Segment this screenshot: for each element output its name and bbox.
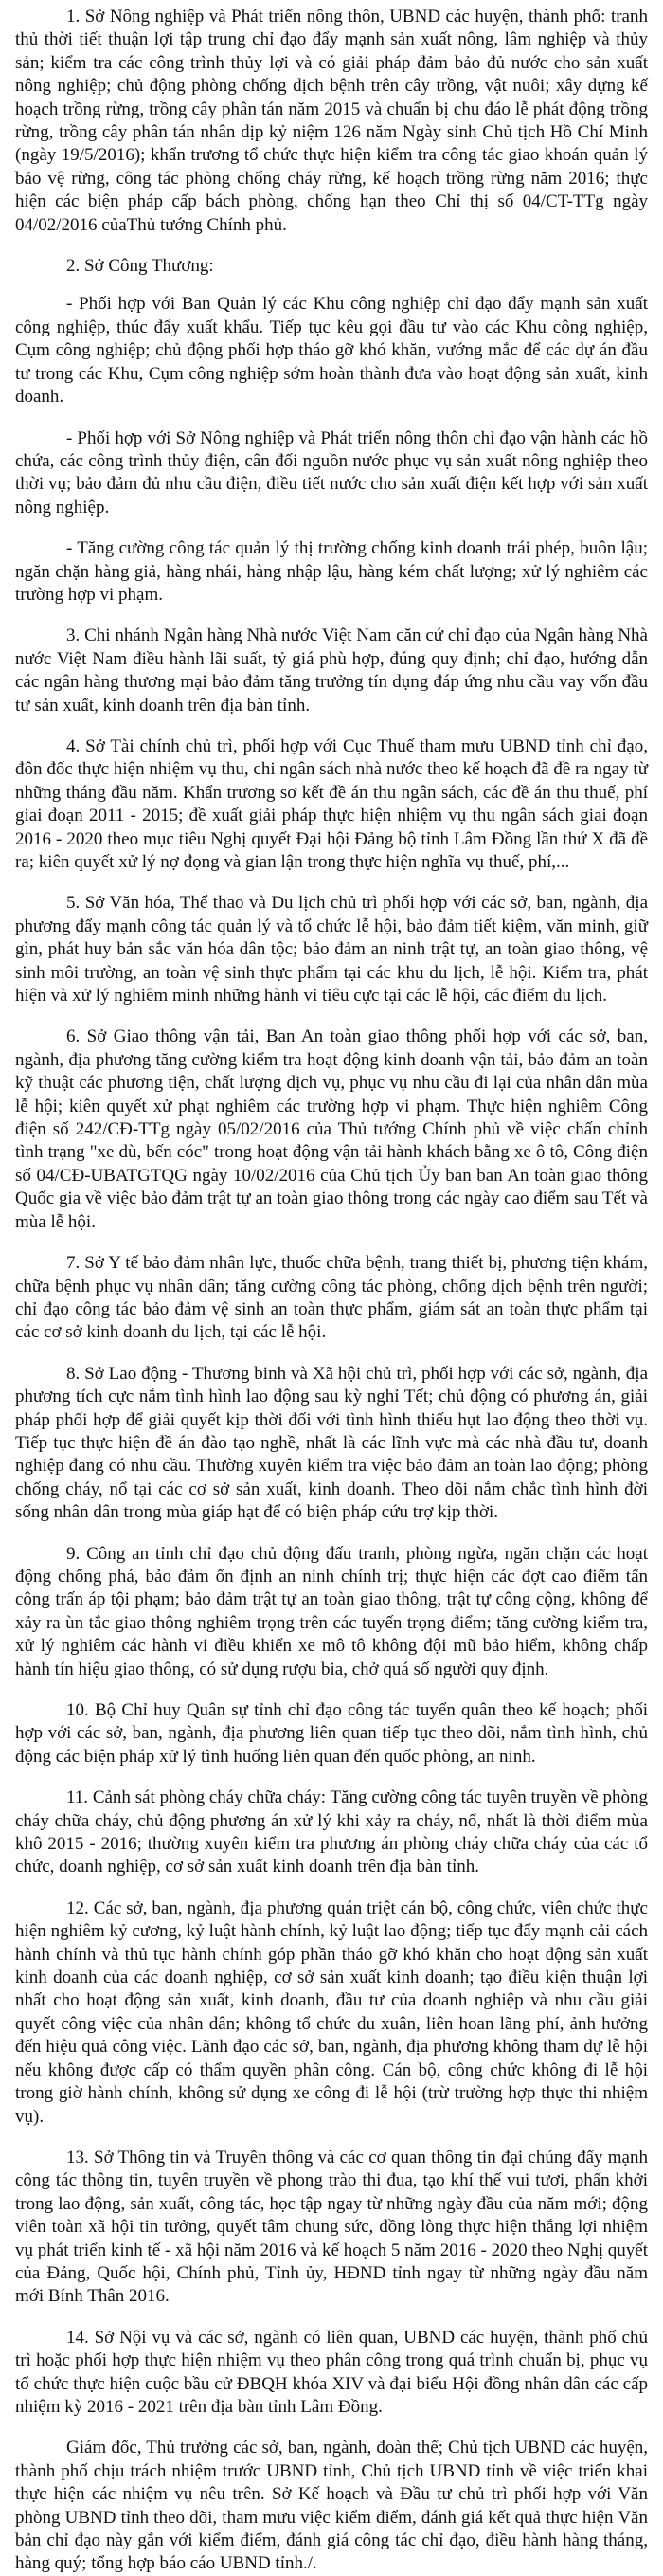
paragraph-2c-market-control: - Tăng cường công tác quản lý thị trường chống kinh doanh trái phép, buôn lậu; ngăn chặn hàng giả, hàng nhái, hàng nhập lậu, hàng kém chất lượng; xử lý nghiêm các trường hợp vi phạm. xyxy=(15,538,648,605)
paragraph-1-agriculture: 1. Sở Nông nghiệp và Phát triển nông thôn, UBND các huyện, thành phố: tranh thủ thời tiết thuận lợi tập trung chỉ đạo đẩy mạnh sản xuất nông, lâm nghiệp và thủy sản; kiểm tra các công trình thủy lợi và có giải pháp đảm bảo đủ nước cho sản xuất nông nghiệp; chủ động phòng chống dịch bệnh trên cây trồng, vật nuôi; xây dựng kế hoạch trồng rừng, trồng cây phân tán năm 2015 và chuẩn bị chu đáo lễ phát động trồng rừng, trồng cây phân tán nhân dịp kỷ niệm 126 năm Ngày sinh Chủ tịch Hồ Chí Minh (ngày 19/5/2016); khẩn trương tổ chức thực hiện kiểm tra công tác giao khoán quản lý bảo vệ rừng, công tác phòng chống cháy rừng, kế hoạch trồng rừng năm 2016; thực hiện các biện pháp cấp bách phòng, chống hạn theo Chỉ thị số 04/CT-TTg ngày 04/02/2016 củaThủ tướng Chính phủ. xyxy=(15,7,648,235)
paragraph-4-finance: 4. Sở Tài chính chủ trì, phối hợp với Cục Thuế tham mưu UBND tỉnh chỉ đạo, đôn đốc thực hiện nhiệm vụ thu, chi ngân sách nhà nước theo kế hoạch đã đề ra ngay từ những tháng đầu năm. Khẩn trương sơ kết đề án thu ngân sách, các đề án thu thuế, phí giai đoạn 2011 - 2015; đề xuất giải pháp thực hiện nhiệm vụ thu ngân sách giai đoạn 2016 - 2020 theo mục tiêu Nghị quyết Đại hội Đảng bộ tỉnh Lâm Đồng lần thứ X đã đề ra; kiên quyết xử lý nợ đọng và gian lận trong thực hiện nghĩa vụ thuế, phí,... xyxy=(15,735,648,872)
paragraph-3-state-bank: 3. Chi nhánh Ngân hàng Nhà nước Việt Nam căn cứ chỉ đạo của Ngân hàng Nhà nước Việt Nam điều hành lãi suất, tỷ giá phù hợp, đúng quy định; chỉ đạo, hướng dẫn các ngân hàng thương mại bảo đảm tăng trưởng tín dụng đáp ứng nhu cầu vay vốn đầu tư sản xuất, kinh doanh trên địa bàn tỉnh. xyxy=(15,626,648,716)
paragraph-9-police: 9. Công an tỉnh chỉ đạo chủ động đấu tranh, phòng ngừa, ngăn chặn các hoạt động chống phá, bảo đảm ổn định an ninh chính trị; thực hiện các đợt cao điểm tấn công trấn áp tội phạm; bảo đảm trật tự an toàn giao thông, trật tự công cộng, không để xảy ra ùn tắc giao thông nghiêm trọng trên các tuyến trọng điểm; tăng cường kiểm tra, xử lý nghiêm các hành vi điều khiển xe mô tô không đội mũ bảo hiểm, không chấp hành tín hiệu giao thông, có sử dụng rượu bia, chở quá số người quy định. xyxy=(15,1543,648,1679)
paragraph-7-health: 7. Sở Y tế bảo đảm nhân lực, thuốc chữa bệnh, trang thiết bị, phương tiện khám, chữa bệnh phục vụ nhân dân; tăng cường công tác phòng, chống dịch bệnh trên người; chỉ đạo công tác bảo đảm vệ sinh an toàn thực phẩm, giám sát an toàn thực phẩm tại các cơ sở kinh doanh du lịch, tại các lễ hội. xyxy=(15,1253,648,1343)
paragraph-13-information: 13. Sở Thông tin và Truyền thông và các cơ quan thông tin đại chúng đẩy mạnh công tác thông tin, tuyên truyền về phong trào thi đua, tạo khí thế vui tươi, phấn khởi trong lao động, sản xuất, công tác, học tập ngay từ những ngày đầu của năm mới; động viên toàn xã hội tin tưởng, quyết tâm chung sức, đồng lòng thực hiện thắng lợi nhiệm vụ phát triển kinh tế - xã hội năm 2016 và kế hoạch 5 năm 2016 - 2020 theo Nghị quyết của Đảng, Quốc hội, Chính phủ, Tỉnh ủy, HĐND tỉnh ngay từ những ngày đầu năm mới Bính Thân 2016. xyxy=(15,2147,648,2307)
paragraph-2-industry-trade-heading: 2. Sở Công Thương: xyxy=(66,256,214,277)
paragraph-11-fire-police: 11. Cảnh sát phòng cháy chữa cháy: Tăng cường công tác tuyên truyền về phòng cháy chữa cháy, chủ động phương án xử lý khi xảy ra cháy, nổ, nhất là thời điểm mùa khô 2015 - 2016; thường xuyên kiểm tra phương án phòng cháy chữa cháy của các tổ chức, doanh nghiệp, cơ sở sản xuất kinh doanh trên địa bàn tỉnh. xyxy=(15,1787,648,1878)
paragraph-2a-industrial-zones: - Phối hợp với Ban Quản lý các Khu công nghiệp chỉ đạo đẩy mạnh sản xuất công nghiệp, thúc đẩy xuất khẩu. Tiếp tục kêu gọi đầu tư vào các Khu công nghiệp, Cụm công nghiệp; chủ động phối hợp tháo gỡ khó khăn, vướng mắc để các dự án đầu tư trong các Khu, Cụm công nghiệp sớm hoàn thành đưa vào hoạt động sản xuất, kinh doanh. xyxy=(15,294,648,408)
paragraph-12-discipline: 12. Các sở, ban, ngành, địa phương quán triệt cán bộ, công chức, viên chức thực hiện nghiêm kỷ cương, kỷ luật hành chính, kỷ luật lao động; tiếp tục đẩy mạnh cải cách hành chính và thủ tục hành chính góp phần tháo gỡ khó khăn cho hoạt động sản xuất kinh doanh của các doanh nghiệp, cơ sở sản xuất kinh doanh; tạo điều kiện thuận lợi nhất cho hoạt động sản xuất, kinh doanh, đầu tư của doanh nghiệp và nhu cầu giải quyết công việc của nhân dân; không tổ chức du xuân, liên hoan lãng phí, ảnh hưởng đến hiệu quả công việc. Lãnh đạo các sở, ban, ngành, địa phương không tham dự lễ hội nếu không được cấp có thẩm quyền phân công. Cán bộ, công chức không đi lễ hội trong giờ hành chính, không sử dụng xe công đi lễ hội (trừ trường hợp thực thi nhiệm vụ). xyxy=(15,1897,648,2127)
paragraph-14-home-affairs: 14. Sở Nội vụ và các sở, ngành có liên quan, UBND các huyện, thành phố chủ trì hoặc phối hợp thực hiện nhiệm vụ theo phân công trong quá trình chuẩn bị, phục vụ tổ chức thực hiện cuộc bầu cử ĐBQH khóa XIV và đại biểu Hội đồng nhân dân các cấp nhiệm kỳ 2016 - 2021 trên địa bàn tỉnh Lâm Đồng. xyxy=(15,2327,648,2417)
paragraph-10-military: 10. Bộ Chỉ huy Quân sự tỉnh chỉ đạo công tác tuyển quân theo kế hoạch; phối hợp với các sở, ban, ngành, địa phương liên quan tiếp tục theo dõi, nắm tình hình, chủ động các biện pháp xử lý tình huống liên quan đến quốc phòng, an ninh. xyxy=(15,1700,648,1767)
paragraph-8-labour: 8. Sở Lao động - Thương binh và Xã hội chủ trì, phối hợp với các sở, ngành, địa phương tích cực nắm tình hình lao động sau kỳ nghỉ Tết; chủ động có phương án, giải pháp phối hợp để giải quyết kịp thời đối với tình hình thiếu hụt lao động theo thời vụ. Tiếp tục thực hiện đề án đào tạo nghề, nhất là các lĩnh vực mà các nhà đầu tư, doanh nghiệp đang có nhu cầu. Thường xuyên kiểm tra việc bảo đảm an toàn lao động; phòng chống cháy, nổ tại các cơ sở sản xuất, kinh doanh. Theo dõi nắm chắc tình hình đời sống nhân dân trong mùa giáp hạt để có biện pháp cứu trợ kịp thời. xyxy=(15,1363,648,1523)
paragraph-6-transport: 6. Sở Giao thông vận tải, Ban An toàn giao thông phối hợp với các sở, ban, ngành, địa phương tăng cường kiểm tra hoạt động kinh doanh vận tải, bảo đảm an toàn kỹ thuật các phương tiện, chất lượng dịch vụ, phục vụ nhu cầu đi lại của nhân dân mùa lễ hội; kiên quyết xử phạt nghiêm các trường hợp vi phạm. Thực hiện nghiêm Công điện số 242/CĐ-TTg ngày 05/02/2016 của Thủ tướng Chính phủ về việc chấn chỉnh tình trạng "xe dù, bến cóc" trong hoạt động vận tải hành khách bằng xe ô tô, Công điện số 04/CĐ-UBATGTQG ngày 10/02/2016 của Chủ tịch Ủy ban ban An toàn giao thông Quốc gia về việc bảo đảm trật tự an toàn giao thông trong các ngày cao điểm sau Tết và mùa lễ hội. xyxy=(15,1026,648,1232)
paragraph-closing: Giám đốc, Thủ trưởng các sở, ban, ngành, đoàn thể; Chủ tịch UBND các huyện, thành phố chịu trách nhiệm trước UBND tỉnh, Chủ tịch UBND tỉnh về việc triển khai thực hiện các nhiệm vụ nêu trên. Sở Kế hoạch và Đầu tư chủ trì phối hợp với Văn phòng UBND tỉnh theo dõi, tham mưu việc kiểm điểm, đánh giá kết quả thực hiện Văn bản chỉ đạo này gắn với kiểm điểm, đánh giá công tác chỉ đạo, điều hành hàng tháng, hàng quý; tổng hợp báo cáo UBND tỉnh./. xyxy=(15,2438,648,2574)
paragraph-2b-hydropower: - Phối hợp với Sở Nông nghiệp và Phát triển nông thôn chỉ đạo vận hành các hồ chứa, các công trình thủy điện, cân đối nguồn nước phục vụ sản xuất nông nghiệp theo thời vụ; bảo đảm đủ nhu cầu điện, điều tiết nước cho sản xuất điện kết hợp với sản xuất nông nghiệp. xyxy=(15,427,648,517)
paragraph-5-culture-tourism: 5. Sở Văn hóa, Thể thao và Du lịch chủ trì phối hợp với các sở, ban, ngành, địa phương đẩy mạnh công tác quản lý và tổ chức lễ hội, bảo đảm tiết kiệm, văn minh, giữ gìn, phát huy bản sắc văn hóa dân tộc; bảo đảm an ninh trật tự, an toàn giao thông, vệ sinh môi trường, an toàn vệ sinh thực phẩm tại các khu du lịch, lễ hội. Kiểm tra, phát hiện và xử lý nghiêm minh những hành vi tiêu cực tại các lễ hội, các điểm du lịch. xyxy=(15,893,648,1007)
